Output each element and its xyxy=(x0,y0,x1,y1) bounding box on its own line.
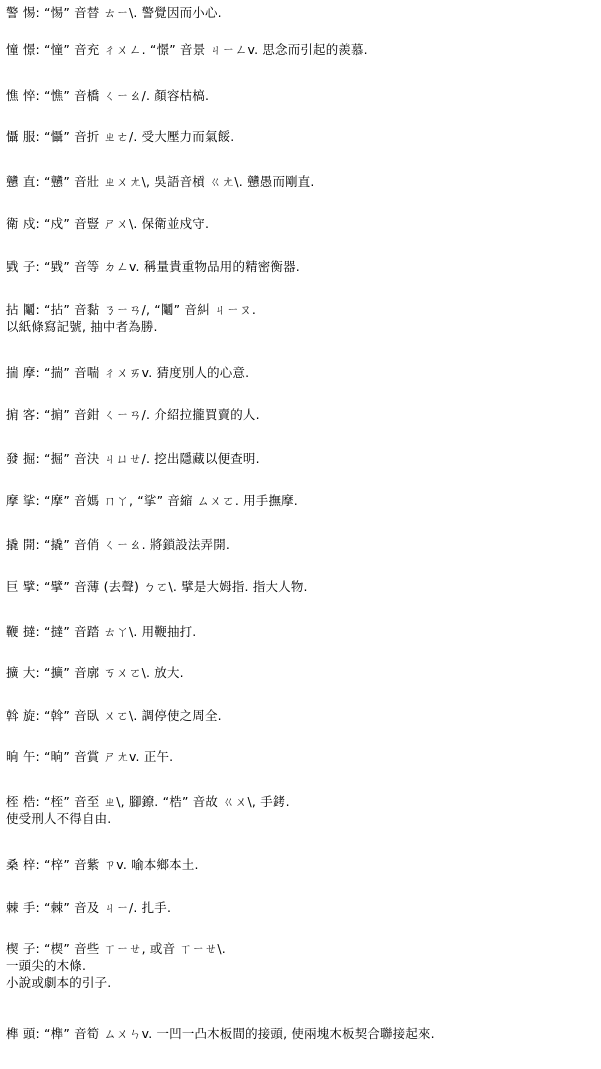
entry-shefu xyxy=(6,128,596,145)
entry-line: 楔 子: “楔” 音些 ㄒㄧㄝ, 或音 ㄒㄧㄝ\. xyxy=(6,941,226,956)
entry-jubo xyxy=(6,578,596,595)
entry-line: 憔 悴: “憔” 音橋 ㄑㄧㄠ/. 顏容枯槁. xyxy=(6,88,210,103)
entry-line: 桑 梓: “梓” 音紫 ㄗv. 喻本鄉本土. xyxy=(6,857,199,872)
entry-biants xyxy=(6,623,596,640)
entry-line: 榫 頭: “榫” 音筍 ㄙㄨㄣv. 一凹一凸木板間的接頭, 使兩塊木板契合聯接起來. xyxy=(6,1026,435,1041)
entry-line: 拈 鬮: “拈” 音黏 ㄋㄧㄢ/, “鬮” 音糾 ㄐㄧㄡ. xyxy=(6,302,257,317)
entry-suntou xyxy=(6,1025,596,1042)
entry-shangwu xyxy=(6,748,596,765)
entry-jishou xyxy=(6,899,596,916)
entry-line: 掮 客: “掮” 音鉗 ㄑㄧㄢ/. 介紹拉攏買賣的人. xyxy=(6,407,260,422)
entry-zhuangzhi xyxy=(6,173,596,190)
entry-chongjing xyxy=(6,41,596,58)
entry-masuo xyxy=(6,492,596,509)
entry-line: 警 惕: “惕” 音替 ㄊㄧ\. 警覺因而小心. xyxy=(6,5,222,20)
entry-line: 撬 開: “撬” 音俏 ㄑㄧㄠ. 將鎖設法弄開. xyxy=(6,537,231,552)
entry-line: 以紙條寫記號, 抽中者為勝. xyxy=(6,319,158,334)
entry-line: 一頭尖的木條. xyxy=(6,958,87,973)
entry-line: 戇 直: “戇” 音壯 ㄓㄨㄤ\, 吳語音槓 ㄍㄤ\. 戇愚而剛直. xyxy=(6,174,315,189)
entry-line: 衛 戍: “戍” 音豎 ㄕㄨ\. 保衛並戍守. xyxy=(6,216,210,231)
entry-line: 憧 憬: “憧” 音充 ㄔㄨㄥ. “憬” 音景 ㄐㄧㄥv. 思念而引起的羨慕. xyxy=(6,42,368,57)
entry-line: 鞭 撻: “撻” 音踏 ㄊㄚ\. 用鞭抽打. xyxy=(6,624,197,639)
entry-line: 揣 摩: “揣” 音喘 ㄔㄨㄞv. 猜度別人的心意. xyxy=(6,365,250,380)
entry-line: 使受刑人不得自由. xyxy=(6,811,112,826)
entry-dengzi xyxy=(6,258,596,275)
entry-line: 巨 擘: “擘” 音薄 (去聲) ㄅㄛ\. 擘是大姆指. 指大人物. xyxy=(6,579,308,594)
entry-line: 斡 旋: “斡” 音臥 ㄨㄛ\. 調停使之周全. xyxy=(6,708,222,723)
entry-sangzi xyxy=(6,856,596,873)
entry-zhigu xyxy=(6,793,596,827)
entry-line: 小說或劇本的引子. xyxy=(6,975,112,990)
entry-qiaokai xyxy=(6,536,596,553)
entry-chuaimo xyxy=(6,364,596,381)
entry-qiaocui xyxy=(6,87,596,104)
entry-fajue xyxy=(6,450,596,467)
entry-woxuan xyxy=(6,707,596,724)
entry-line: 戥 子: “戥” 音等 ㄉㄥv. 稱量貴重物品用的精密衡器. xyxy=(6,259,300,274)
entry-line: 懾 服: “懾” 音折 ㄓㄜ/. 受大壓力而氣餒. xyxy=(6,129,235,144)
entry-line: 晌 午: “晌” 音賞 ㄕㄤv. 正午. xyxy=(6,749,174,764)
entry-kuoda xyxy=(6,664,596,681)
entry-nianjiu xyxy=(6,301,596,335)
entry-weishu xyxy=(6,215,596,232)
entry-line: 摩 挲: “摩” 音媽 ㄇㄚ, “挲” 音縮 ㄙㄨㄛ. 用手撫摩. xyxy=(6,493,298,508)
entry-xiezi xyxy=(6,940,596,991)
entry-qianke xyxy=(6,406,596,423)
entry-line: 棘 手: “棘” 音及 ㄐㄧ/. 扎手. xyxy=(6,900,172,915)
entry-jingti xyxy=(6,4,596,21)
entry-line: 發 掘: “掘” 音決 ㄐㄩㄝ/. 挖出隱藏以便查明. xyxy=(6,451,260,466)
entry-line: 桎 梏: “桎” 音至 ㄓ\, 腳鐐. “梏” 音故 ㄍㄨ\, 手銬. xyxy=(6,794,290,809)
entry-line: 擴 大: “擴” 音廓 ㄎㄨㄛ\. 放大. xyxy=(6,665,184,680)
